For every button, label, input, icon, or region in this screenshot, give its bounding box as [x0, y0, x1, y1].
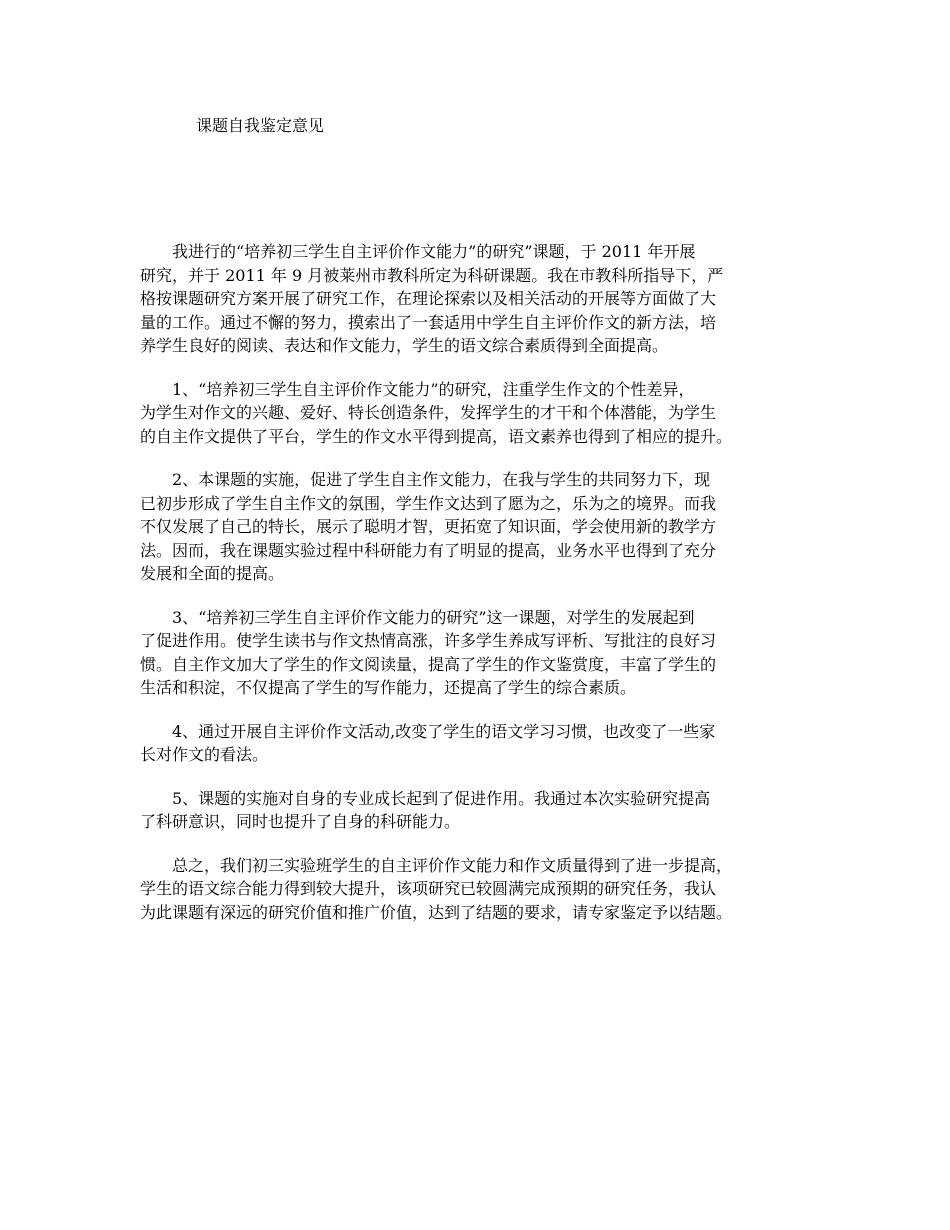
- paragraph-point-4: [140, 720, 830, 767]
- paragraph-point-5: [140, 787, 830, 834]
- paragraph-line: 养学生良好的阅读、表达和作文能力，学生的语文综合素质得到全面提高。: [140, 336, 669, 355]
- paragraph-point-1: [140, 378, 830, 449]
- paragraph-line: 学生的语文综合能力得到较大提升，该项研究已较圆满完成预期的研究任务，我认: [140, 879, 717, 898]
- paragraph-line: 已初步形成了学生自主作文的氛围，学生作文达到了愿为之，乐为之的境界。而我: [140, 493, 717, 513]
- paragraph-line: 发展和全面的提高。: [140, 564, 285, 583]
- paragraph-line: 的自主作文提供了平台，学生的作文水平得到提高，语文素养也得到了相应的提升。: [140, 426, 733, 446]
- paragraph-line: 2、本课题的实施，促进了学生自主作文能力，在我与学生的共同努力下，现: [140, 470, 711, 489]
- paragraph-line: 格按课题研究方案开展了研究工作，在理论探索以及相关活动的开展等方面做了大: [140, 289, 717, 308]
- paragraph-line: 1、“培养初三学生自主评价作文能力”的研究，注重学生作文的个性差异，: [140, 379, 695, 399]
- paragraph-line: 量的工作。通过不懈的努力，摸索出了一套适用中学生自主评价作文的新方法，培: [140, 312, 717, 332]
- document-title: 课题自我鉴定意见: [196, 116, 325, 135]
- paragraph-point-3: [140, 606, 830, 700]
- paragraph-line: 4、通过开展自主评价作文活动,改变了学生的语文学习习惯，也改变了一些家: [140, 721, 716, 741]
- paragraph-line: 法。因而，我在课题实验过程中科研能力有了明显的提高，业务水平也得到了充分: [140, 540, 717, 560]
- paragraph-line: 惯。自主作文加大了学生的作文阅读量，提高了学生的作文鉴赏度，丰富了学生的: [140, 654, 717, 674]
- paragraph-line: 总之，我们初三实验班学生的自主评价作文能力和作文质量得到了进一步提高，: [140, 855, 733, 875]
- paragraph-line: 了科研意识，同时也提升了自身的科研能力。: [140, 812, 461, 831]
- paragraph-line: 为学生对作文的兴趣、爱好、特长创造条件，发挥学生的才干和个体潜能，为学生: [140, 403, 717, 422]
- paragraph-line: 生活和积淀，不仅提高了学生的写作能力，还提高了学生的综合素质。: [140, 678, 637, 697]
- paragraph-line: 3、“培养初三学生自主评价作文能力的研究”这一课题，对学生的发展起到: [140, 607, 695, 627]
- paragraph-intro: [140, 240, 830, 358]
- paragraph-conclusion: [140, 854, 830, 925]
- paragraph-point-2: [140, 468, 830, 586]
- paragraph-line: 5、课题的实施对自身的专业成长起到了促进作用。我通过本次实验研究提高: [140, 788, 711, 808]
- paragraph-line: 了促进作用。使学生读书与作文热情高涨，许多学生养成写评析、写批注的良好习: [140, 631, 717, 650]
- paragraph-line: 为此课题有深远的研究价值和推广价值，达到了结题的要求，请专家鉴定予以结题。: [140, 902, 733, 922]
- paragraph-line: 我进行的“培养初三学生自主评价作文能力”的研究”课题，于 2011 年开展: [140, 242, 696, 261]
- paragraph-line: 研究，并于 2011 年 9 月被莱州市教科所定为科研课题。我在市教科所指导下，严: [140, 265, 724, 285]
- document-body: [140, 240, 830, 944]
- paragraph-line: 长对作文的看法。: [140, 745, 269, 764]
- paragraph-line: 不仅发展了自己的特长，展示了聪明才智，更拓宽了知识面，学会使用新的教学方: [140, 517, 717, 536]
